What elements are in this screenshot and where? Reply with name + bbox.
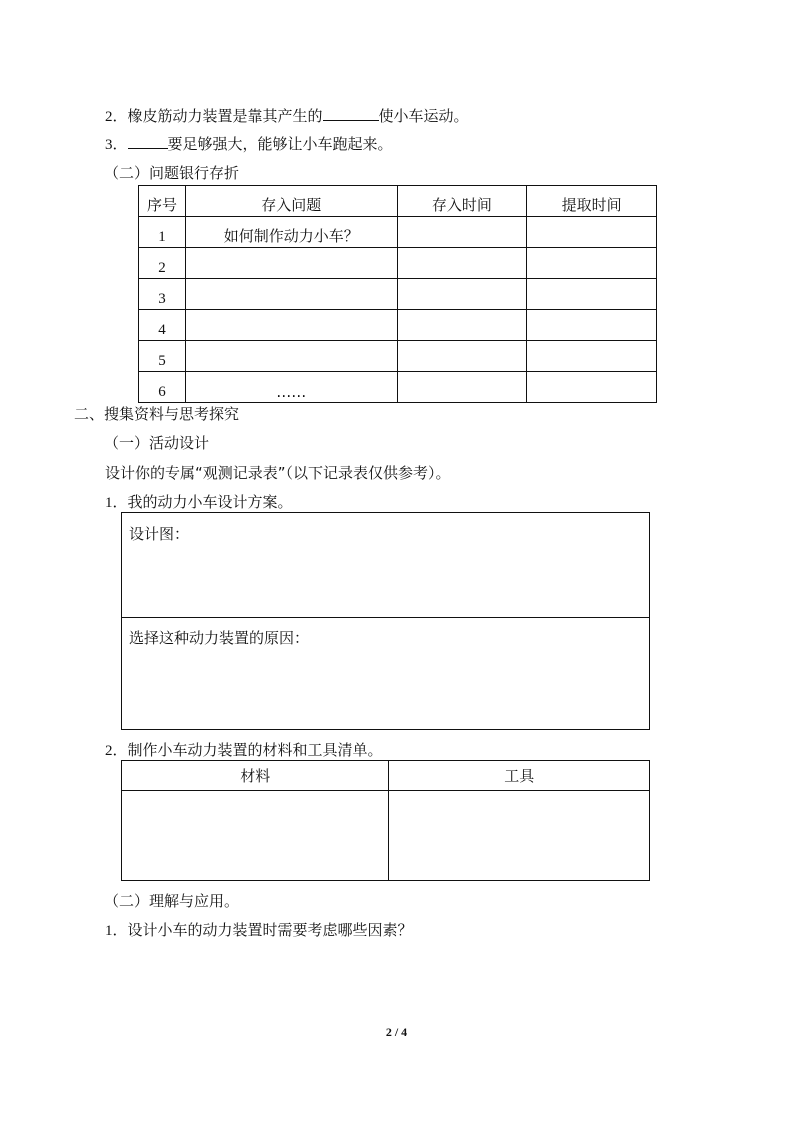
table-row xyxy=(122,791,650,881)
activity-design-heading: （一）活动设计 xyxy=(104,434,210,452)
header-question: 存入问题 xyxy=(185,186,397,217)
table-row xyxy=(139,217,657,248)
table-row xyxy=(139,248,657,279)
question-3-blank[interactable] xyxy=(128,134,168,149)
header-seq: 序号 xyxy=(139,186,186,217)
row-seq: 1 xyxy=(139,217,186,248)
item-3-number: 1． xyxy=(105,923,128,939)
row-question[interactable] xyxy=(185,279,397,310)
row-withdraw-time[interactable] xyxy=(527,279,657,310)
tools-cell[interactable] xyxy=(389,791,650,881)
bank-heading: （二）问题银行存折 xyxy=(104,164,240,182)
reason-label: 选择这种动力装置的原因： xyxy=(129,629,310,647)
item-1-number: 1． xyxy=(105,495,128,511)
header-deposit-time: 存入时间 xyxy=(397,186,527,217)
row-deposit-time[interactable] xyxy=(397,248,527,279)
item-2-number: 2． xyxy=(105,743,128,759)
question-2 xyxy=(105,106,469,127)
question-3-number: 3． xyxy=(105,137,128,153)
page-number: 2 / 4 xyxy=(385,1025,408,1039)
row-withdraw-time[interactable] xyxy=(527,341,657,372)
item-3 xyxy=(105,920,413,941)
question-2-number: 2． xyxy=(105,109,128,125)
understanding-heading: （二）理解与应用。 xyxy=(104,892,240,910)
row-question[interactable]: …… xyxy=(185,372,397,403)
row-deposit-time[interactable] xyxy=(397,217,527,248)
row-seq: 6 xyxy=(139,372,186,403)
row-question[interactable] xyxy=(185,310,397,341)
row-seq: 4 xyxy=(139,310,186,341)
materials-cell[interactable] xyxy=(122,791,389,881)
materials-header: 材料 xyxy=(122,761,389,791)
row-withdraw-time[interactable] xyxy=(527,248,657,279)
item-2-text: 制作小车动力装置的材料和工具清单。 xyxy=(127,741,383,759)
question-bank-table xyxy=(138,185,657,403)
row-deposit-time[interactable] xyxy=(397,279,527,310)
design-diagram-label: 设计图： xyxy=(129,525,190,543)
question-2-text-before: 橡皮筋动力装置是靠其产生的 xyxy=(127,107,323,125)
item-1 xyxy=(105,492,293,513)
activity-description: 设计你的专属“观测记录表”（以下记录表仅供参考）。 xyxy=(105,464,451,482)
table-row xyxy=(139,372,657,403)
materials-tools-table xyxy=(121,760,650,881)
row-question[interactable]: 如何制作动力小车？ xyxy=(185,217,397,248)
table-row xyxy=(139,341,657,372)
row-withdraw-time[interactable] xyxy=(527,372,657,403)
row-question[interactable] xyxy=(185,248,397,279)
row-seq: 3 xyxy=(139,279,186,310)
row-question[interactable] xyxy=(185,341,397,372)
item-3-text: 设计小车的动力装置时需要考虑哪些因素？ xyxy=(127,921,413,939)
section-2-title: 二、搜集资料与思考探究 xyxy=(74,405,240,423)
tools-header: 工具 xyxy=(389,761,650,791)
reason-box[interactable] xyxy=(121,617,650,730)
table-header-row xyxy=(122,761,650,791)
row-seq: 5 xyxy=(139,341,186,372)
row-deposit-time[interactable] xyxy=(397,372,527,403)
row-withdraw-time[interactable] xyxy=(527,217,657,248)
design-diagram-box[interactable] xyxy=(121,512,650,618)
question-3 xyxy=(105,134,393,155)
question-2-blank[interactable] xyxy=(323,106,379,121)
row-deposit-time[interactable] xyxy=(397,341,527,372)
table-header-row xyxy=(139,186,657,217)
question-2-text-after: 使小车运动。 xyxy=(378,107,469,125)
row-withdraw-time[interactable] xyxy=(527,310,657,341)
header-withdraw-time: 提取时间 xyxy=(527,186,657,217)
item-1-text: 我的动力小车设计方案。 xyxy=(127,493,293,511)
question-3-text: 要足够强大，能够让小车跑起来。 xyxy=(167,135,393,153)
row-seq: 2 xyxy=(139,248,186,279)
table-row xyxy=(139,310,657,341)
row-deposit-time[interactable] xyxy=(397,310,527,341)
item-2 xyxy=(105,740,383,761)
table-row xyxy=(139,279,657,310)
